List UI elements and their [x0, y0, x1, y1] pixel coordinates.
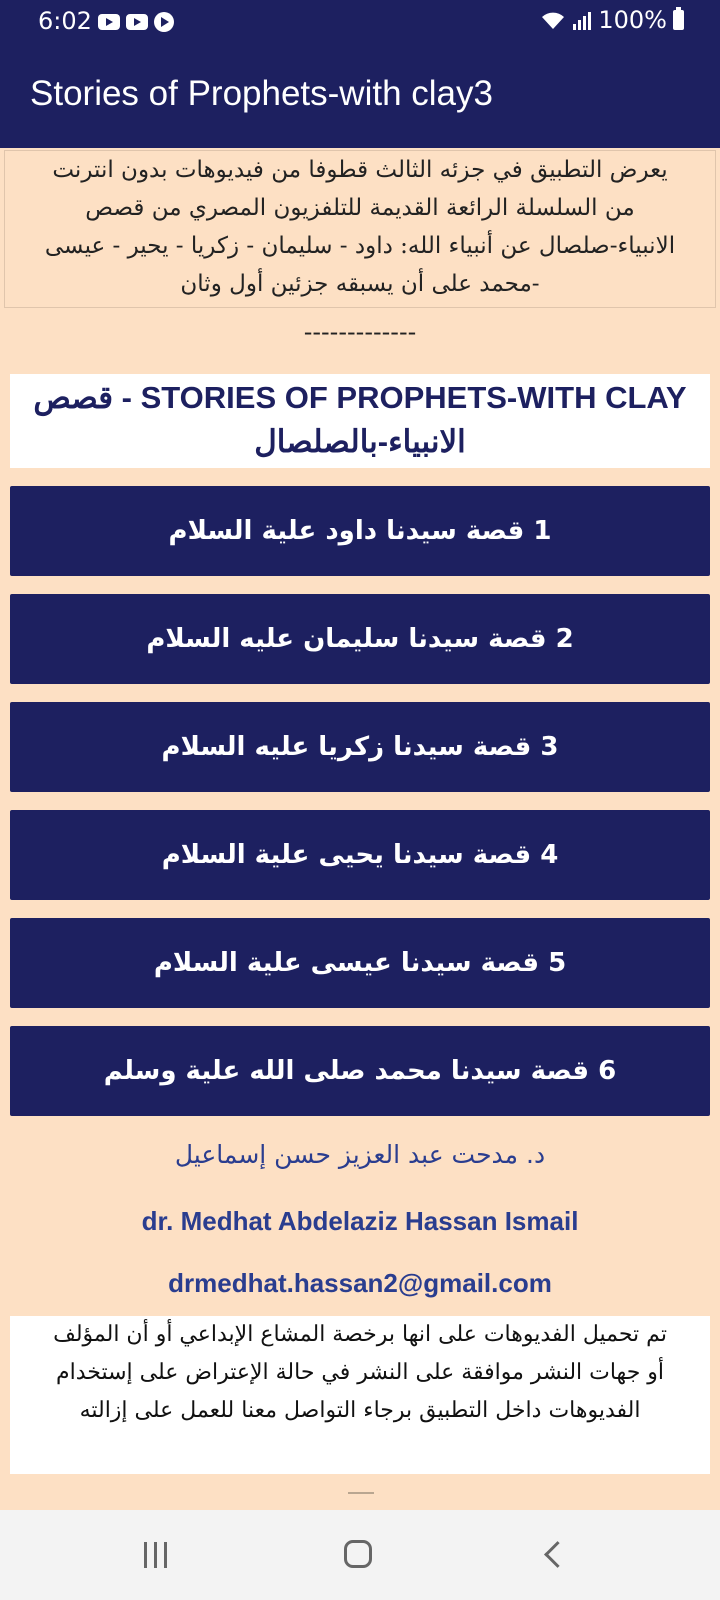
- story-button-2[interactable]: [10, 594, 710, 684]
- divider: -------------: [303, 318, 417, 346]
- story-button-label: 5 قصة سيدنا عيسى علية السلام: [153, 948, 567, 978]
- app-title: Stories of Prophets-with clay3: [30, 74, 493, 113]
- youtube-icon: [98, 14, 120, 30]
- disclaimer-line: أو جهات النشر موافقة على النشر في حالة الإعتراض على إستخدام: [55, 1360, 665, 1385]
- app-bar: [0, 44, 720, 148]
- recent-apps-icon[interactable]: [144, 1542, 172, 1568]
- story-button-5[interactable]: [10, 918, 710, 1008]
- signal-icon: [572, 10, 592, 30]
- story-button-4[interactable]: [10, 810, 710, 900]
- story-button-1[interactable]: [10, 486, 710, 576]
- scroll-indicator: [348, 1492, 374, 1494]
- notification-icons: [98, 10, 174, 34]
- author-name-arabic: د. مدحت عبد العزيز حسن إسماعيل: [174, 1140, 546, 1169]
- intro-line: -محمد على أن يسبقه جزئين أول وثان: [180, 271, 540, 297]
- wifi-icon: [540, 9, 566, 31]
- heading-line: الانبياء-بالصلصال: [254, 424, 466, 459]
- intro-line: الانبياء-صلصال عن أنبياء الله: داود - سليمان - زكريا - يحير - عيسى: [44, 233, 676, 259]
- intro-line: يعرض التطبيق في جزئه الثالث قطوفا من فيديوهات بدون انترنت: [52, 157, 668, 183]
- battery-percent: 100%: [598, 6, 667, 34]
- story-button-label: 2 قصة سيدنا سليمان عليه السلام: [146, 624, 574, 654]
- media-app-icon: [154, 12, 174, 32]
- disclaimer-line: تم تحميل الفديوهات على انها برخصة المشاع الإبداعي أو أن المؤلف: [53, 1322, 667, 1347]
- status-bar: [0, 0, 720, 44]
- status-time: 6:02: [38, 7, 92, 35]
- heading-line: STORIES OF PROPHETS-WITH CLAY - قصص: [33, 380, 687, 415]
- intro-line: من السلسلة الرائعة القديمة للتلفزيون المصري من قصص: [85, 195, 635, 221]
- navigation-bar: [0, 1510, 720, 1600]
- disclaimer-text: [10, 1316, 710, 1474]
- story-button-label: 4 قصة سيدنا يحيى علية السلام: [161, 840, 559, 870]
- author-email-link[interactable]: drmedhat.hassan2@gmail.com: [168, 1268, 552, 1298]
- author-name-english: dr. Medhat Abdelaziz Hassan Ismail: [141, 1206, 579, 1236]
- story-button-6[interactable]: [10, 1026, 710, 1116]
- section-heading: [10, 374, 710, 468]
- story-button-label: 3 قصة سيدنا زكريا عليه السلام: [161, 732, 559, 762]
- youtube-icon: [126, 14, 148, 30]
- intro-text: [4, 150, 716, 308]
- story-button-label: 1 قصة سيدنا داود علية السلام: [168, 516, 552, 546]
- status-right: [540, 6, 684, 34]
- disclaimer-line: الفديوهات داخل التطبيق برجاء التواصل معنا للعمل على إزالته: [79, 1398, 641, 1423]
- battery-icon: [673, 10, 684, 30]
- back-icon[interactable]: [544, 1541, 571, 1568]
- story-button-3[interactable]: [10, 702, 710, 792]
- story-button-label: 6 قصة سيدنا محمد صلى الله علية وسلم: [103, 1056, 617, 1086]
- home-icon[interactable]: [344, 1540, 372, 1568]
